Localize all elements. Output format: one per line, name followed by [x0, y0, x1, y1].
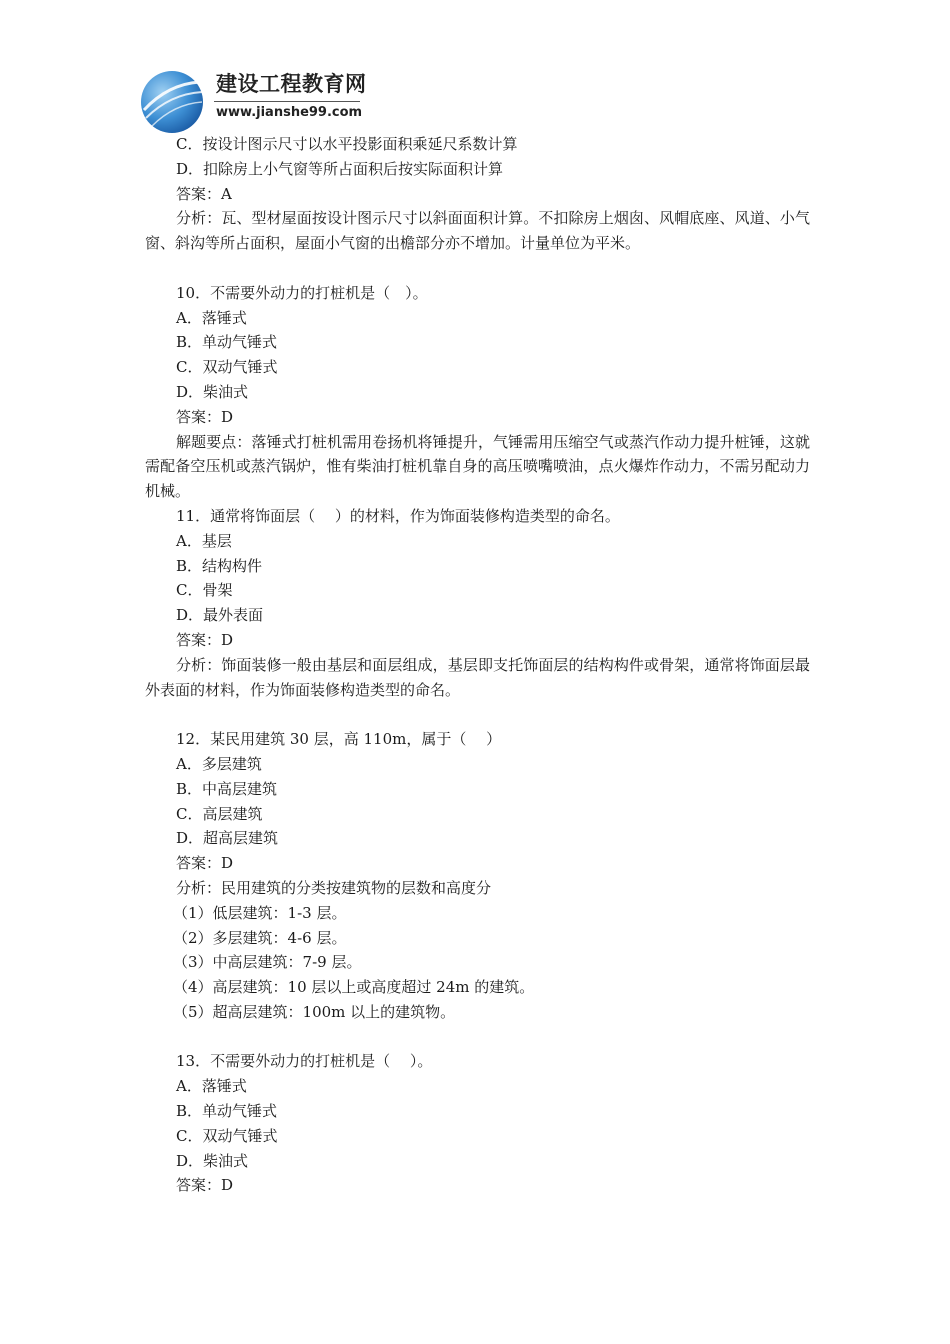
q13-option-b: B．单动气锤式 — [176, 1102, 278, 1121]
site-name: 建设工程教育网 — [216, 72, 367, 96]
q9-option-d: D．扣除房上小气窗等所占面积后按实际面积计算 — [176, 159, 504, 178]
q12-question: 12．某民用建筑 30 层，高 110m，属于（ ） — [176, 730, 502, 749]
q13-answer: 答案：D — [176, 1176, 234, 1195]
q12-item-5: （5）超高层建筑：100m 以上的建筑物。 — [173, 1002, 456, 1021]
q9-option-c: C．按设计图示尺寸以水平投影面积乘延尺系数计算 — [176, 135, 518, 153]
q12-answer: 答案：D — [176, 854, 234, 873]
q12-option-b: B．中高层建筑 — [176, 779, 278, 798]
q10-question: 10．不需要外动力的打桩机是（ ）。 — [176, 283, 428, 302]
q12-option-a: A．多层建筑 — [176, 754, 262, 773]
q9-answer: 答案：A — [176, 184, 232, 203]
q10-option-a: A．落锤式 — [176, 308, 247, 327]
q11-answer: 答案：D — [176, 630, 234, 649]
q13-option-a: A．落锤式 — [176, 1077, 247, 1096]
q9-analysis: 分析：瓦、型材屋面按设计图示尺寸以斜面面积计算。不扣除房上烟囱、风帽底座、风道、小气窗、斜沟等所占面积，屋面小气窗的出檐部分亦不增加。计量单位为平米。 — [145, 209, 810, 253]
spacer — [145, 702, 810, 727]
logo-divider — [214, 101, 360, 102]
document-body — [145, 132, 810, 1198]
q11-analysis: 分析：饰面装修一般由基层和面层组成，基层即支托饰面层的结构构件或骨架，通常将饰面层最外表面的材料，作为饰面装修构造类型的命名。 — [145, 655, 810, 699]
q12-item-3: （3）中高层建筑：7-9 层。 — [173, 953, 362, 972]
q10-option-d: D．柴油式 — [176, 382, 249, 401]
spacer — [145, 1025, 810, 1050]
q13-option-c: C．双动气锤式 — [176, 1126, 278, 1145]
q12-item-2: （2）多层建筑：4-6 层。 — [173, 928, 347, 947]
q12-item-4: （4）高层建筑：10 层以上或高度超过 24m 的建筑。 — [173, 978, 535, 997]
q12-analysis: 分析：民用建筑的分类按建筑物的层数和高度分 — [176, 878, 492, 897]
q12-option-c: C．高层建筑 — [176, 804, 263, 823]
q11-option-b: B．结构构件 — [176, 556, 263, 575]
q12-item-1: （1）低层建筑：1-3 层。 — [173, 903, 347, 922]
q10-analysis: 解题要点：落锤式打桩机需用卷扬机将锤提升，气锤需用压缩空气或蒸汽作动力提升桩锤，这就需配备空压机或蒸汽锅炉，惟有柴油打桩机靠自身的高压喷嘴喷油，点火爆炸作动力，不需另配动力机械。 — [145, 432, 810, 501]
q13-question: 13．不需要外动力的打桩机是（ ）。 — [176, 1052, 433, 1071]
site-logo — [140, 66, 370, 134]
globe-logo-icon — [140, 70, 204, 134]
q11-option-d: D．最外表面 — [176, 606, 264, 625]
q11-option-c: C．骨架 — [176, 581, 233, 600]
q12-option-d: D．超高层建筑 — [176, 829, 279, 848]
q10-option-c: C．双动气锤式 — [176, 358, 278, 377]
q13-option-d: D．柴油式 — [176, 1151, 249, 1170]
q10-answer: 答案：D — [176, 407, 234, 426]
q10-option-b: B．单动气锤式 — [176, 333, 278, 352]
q11-option-a: A．基层 — [176, 531, 232, 550]
site-url: www.jianshe99.com — [216, 105, 363, 120]
q11-question: 11．通常将饰面层（ ）的材料，作为饰面装修构造类型的命名。 — [176, 506, 620, 525]
spacer — [145, 256, 810, 281]
